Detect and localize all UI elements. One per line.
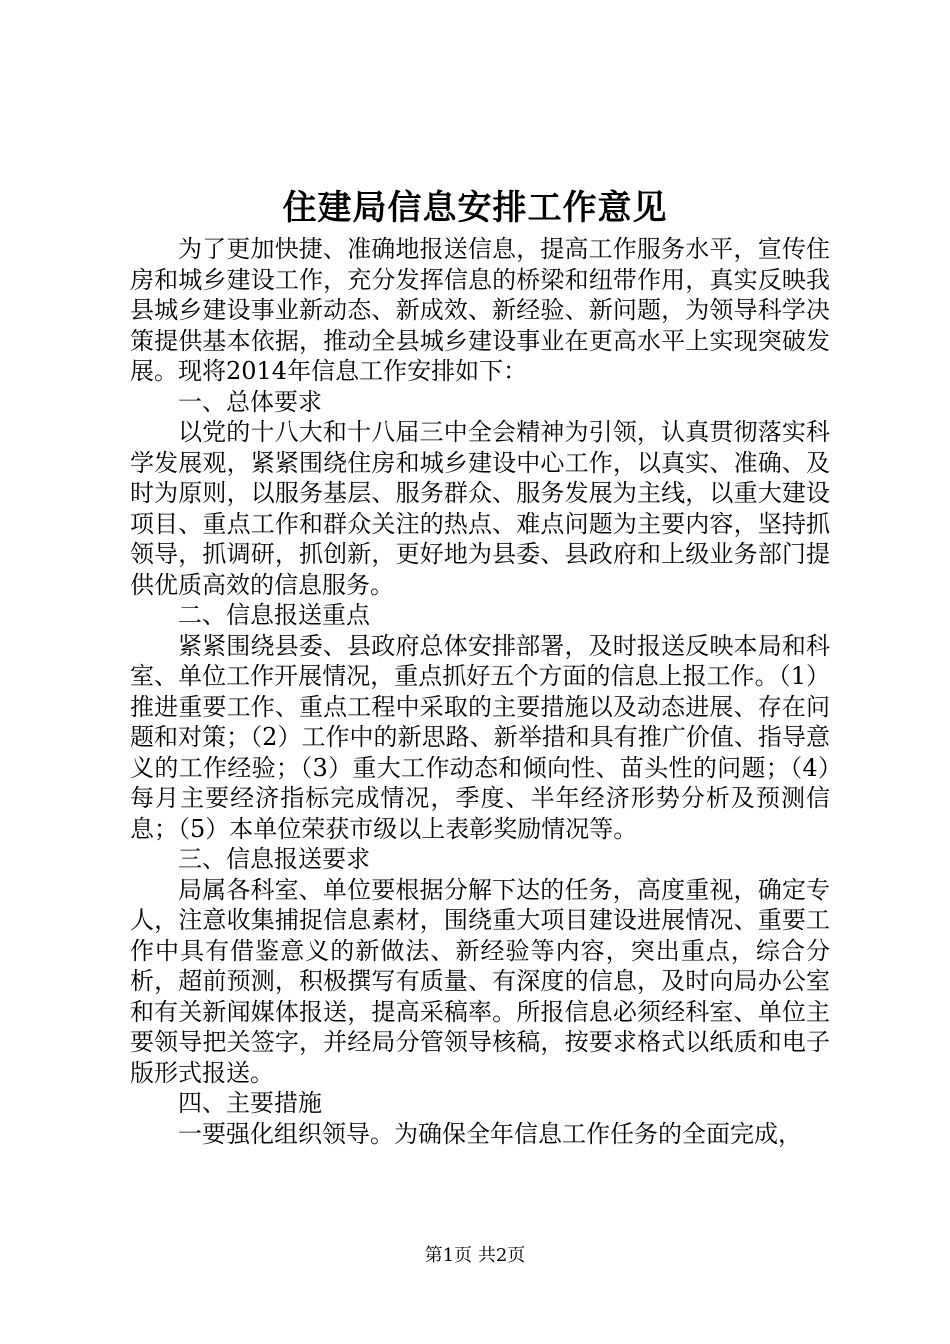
section-heading-main-measures: 四、主要措施: [178, 1089, 322, 1117]
section-paragraph-reporting-focus: 紧紧围绕县委、县政府总体安排部署，及时报送反映本局和科室、单位工作开展情况，重点抓好五个方面的信息上报工作。（1）推进重要工作、重点工程中采取的主要措施以及动态进展、存在问题和对策；（2）工作中的新思路、新举措和具有推广价值、指导意义的工作经验；（3）重大工作动态和倾向性、苗头性的问题；（4）每月主要经济指标完成情况，季度、半年经济形势分析及预测信息；（5）本单位荣获市级以上表彰奖励情况等。: [130, 631, 830, 843]
section-paragraph-general-requirements: 以党的十八大和十八届三中全会精神为引领，认真贯彻落实科学发展观，紧紧围绕住房和城乡建设中心工作，以真实、准确、及时为原则，以服务基层、服务群众、服务发展为主线，以重大建设项目、重点工作和群众关注的热点、难点问题为主要内容，坚持抓领导，抓调研，抓创新，更好地为县委、县政府和上级业务部门提供优质高效的信息服务。: [130, 418, 830, 599]
section-heading-general-requirements: 一、总体要求: [178, 387, 322, 416]
section-heading-reporting-requirements: 三、信息报送要求: [178, 845, 370, 873]
document-title: 住建局信息安排工作意见: [282, 188, 668, 228]
intro-paragraph: 为了更加快捷、准确地报送信息，提高工作服务水平，宣传住房和城乡建设工作，充分发挥信息的桥梁和纽带作用，真实反映我县城乡建设事业新动态、新成效、新经验、新问题，为领导科学决策提供基本依据，推动全县城乡建设事业在更高水平上实现突破发展。现将2014年信息工作安排如下：: [130, 235, 830, 385]
section-paragraph-main-measures: 一要强化组织领导。为确保全年信息工作任务的全面完成，: [178, 1119, 802, 1148]
document-body: [130, 234, 830, 1149]
page-footer: 第1页 共2页: [424, 1245, 526, 1266]
section-paragraph-reporting-requirements: 局属各科室、单位要根据分解下达的任务，高度重视，确定专人，注意收集捕捉信息素材，围绕重大项目建设进展情况、重要工作中具有借鉴意义的新做法、新经验等内容，突出重点，综合分析，超前预测，积极撰写有质量、有深度的信息，及时向局办公室和有关新闻媒体报送，提高采稿率。所报信息必须经科室、单位主要领导把关签字，并经局分管领导核稿，按要求格式以纸质和电子版形式报送。: [130, 875, 830, 1087]
section-heading-reporting-focus: 二、信息报送重点: [178, 601, 370, 629]
